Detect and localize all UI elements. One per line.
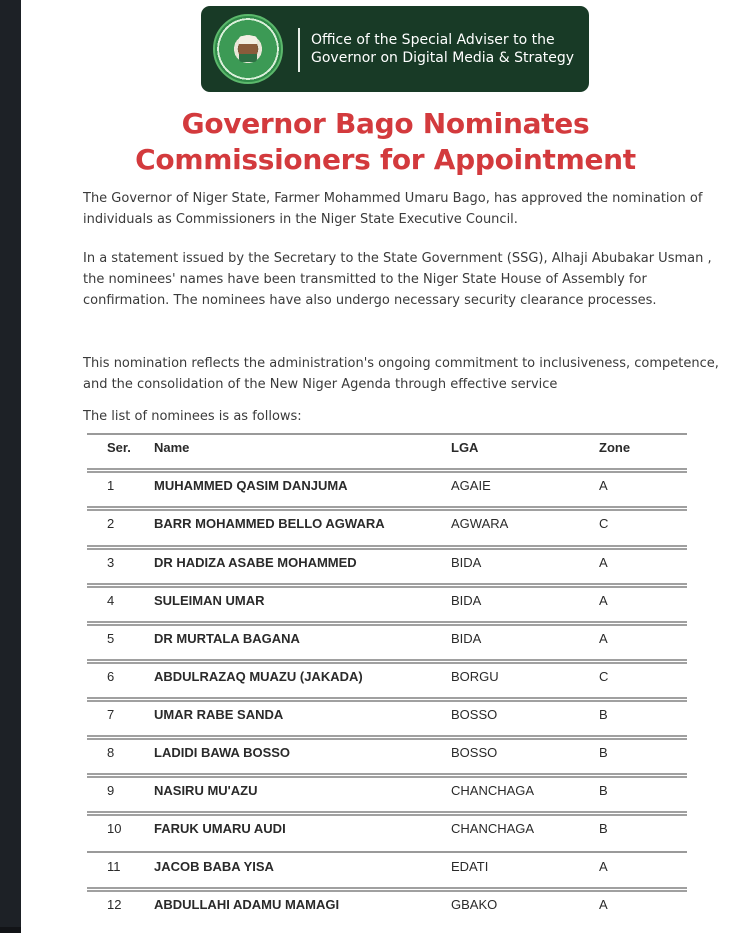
cell-ser: 8 <box>107 745 115 760</box>
cell-ser: 12 <box>107 897 122 912</box>
cell-name: LADIDI BAWA BOSSO <box>154 745 291 760</box>
list-intro: The list of nominees is as follows: <box>83 409 302 424</box>
cell-name: JACOB BABA YISA <box>154 859 274 874</box>
cell-ser: 11 <box>107 859 121 874</box>
cell-lga: CHANCHAGA <box>451 783 535 798</box>
cell-ser: 10 <box>107 821 122 836</box>
headline <box>21 106 750 178</box>
row-divider <box>87 851 687 853</box>
cell-lga: BIDA <box>451 593 482 608</box>
cell-name: FARUK UMARU AUDI <box>154 821 286 836</box>
cell-name: UMAR RABE SANDA <box>154 707 284 722</box>
header-zone: Zone <box>599 440 631 455</box>
cell-zone: A <box>599 859 608 874</box>
cell-lga: AGAIE <box>451 478 491 493</box>
office-name-line2: Governor on Digital Media & Strategy <box>311 50 575 66</box>
header-name: Name <box>154 440 190 455</box>
cell-ser: 3 <box>107 555 115 570</box>
cell-name: BARR MOHAMMED BELLO AGWARA <box>154 516 385 531</box>
header-lga: LGA <box>451 440 479 455</box>
window-left-edge <box>0 0 21 933</box>
cell-zone: A <box>599 897 608 912</box>
cell-ser: 5 <box>107 631 115 646</box>
office-banner <box>201 6 589 92</box>
cell-ser: 6 <box>107 669 115 684</box>
paragraph-statement: In a statement issued by the Secretary to the State Government (SSG), Alhaji Abubakar Usman , the nominees' names have been transmitted to the Niger State House of Assembly for confirmation. The nominees have also undergo necessary security clearance processes. <box>83 251 712 308</box>
cell-zone: B <box>599 821 608 836</box>
table-row <box>87 511 687 549</box>
cell-name: SULEIMAN UMAR <box>154 593 265 608</box>
cell-ser: 4 <box>107 593 115 608</box>
press-release-document <box>21 0 750 933</box>
cell-ser: 1 <box>107 478 115 493</box>
cell-name: DR MURTALA BAGANA <box>154 631 300 646</box>
cell-lga: BIDA <box>451 555 482 570</box>
cell-lga: EDATI <box>451 859 489 874</box>
cell-lga: GBAKO <box>451 897 498 912</box>
cell-name: ABDULRAZAQ MUAZU (JAKADA) <box>154 669 363 684</box>
cell-ser: 9 <box>107 783 115 798</box>
table-row <box>87 892 687 930</box>
cell-zone: A <box>599 478 608 493</box>
cell-lga: BOSSO <box>451 745 498 760</box>
cell-zone: C <box>599 516 609 531</box>
cell-zone: C <box>599 669 609 684</box>
cell-zone: A <box>599 593 608 608</box>
window-bottom-edge <box>0 927 21 933</box>
seal-icon <box>213 14 283 84</box>
cell-zone: A <box>599 631 608 646</box>
paragraph-commitment: This nomination reflects the administration's ongoing commitment to inclusiveness, competence, and the consolidation of the New Niger Agenda through effective service <box>83 356 719 392</box>
paragraph-approval: The Governor of Niger State, Farmer Mohammed Umaru Bago, has approved the nomination of individuals as Commissioners in the Niger State Executive Council. <box>83 191 703 227</box>
cell-zone: B <box>599 745 608 760</box>
headline-line2: Commissioners for Appointment <box>135 143 636 176</box>
cell-name: DR HADIZA ASABE MOHAMMED <box>154 555 357 570</box>
office-name <box>311 31 574 67</box>
cell-name: NASIRU MU'AZU <box>154 783 258 798</box>
cell-zone: A <box>599 555 608 570</box>
cell-name: ABDULLAHI ADAMU MAMAGI <box>154 897 340 912</box>
cell-lga: AGWARA <box>451 516 509 531</box>
cell-lga: CHANCHAGA <box>451 821 535 836</box>
cell-lga: BOSSO <box>451 707 498 722</box>
table-row <box>87 816 687 854</box>
header-ser: Ser. <box>107 440 131 455</box>
cell-ser: 2 <box>107 516 115 531</box>
cell-name: MUHAMMED QASIM DANJUMA <box>154 478 348 493</box>
cell-lga: BORGU <box>451 669 499 684</box>
headline-line1: Governor Bago Nominates <box>181 107 590 140</box>
cell-zone: B <box>599 783 608 798</box>
office-name-line1: Office of the Special Adviser to the <box>311 32 555 48</box>
banner-divider <box>298 28 300 72</box>
coat-of-arms-icon <box>239 36 257 62</box>
cell-zone: B <box>599 707 608 722</box>
cell-lga: BIDA <box>451 631 482 646</box>
cell-ser: 7 <box>107 707 115 722</box>
